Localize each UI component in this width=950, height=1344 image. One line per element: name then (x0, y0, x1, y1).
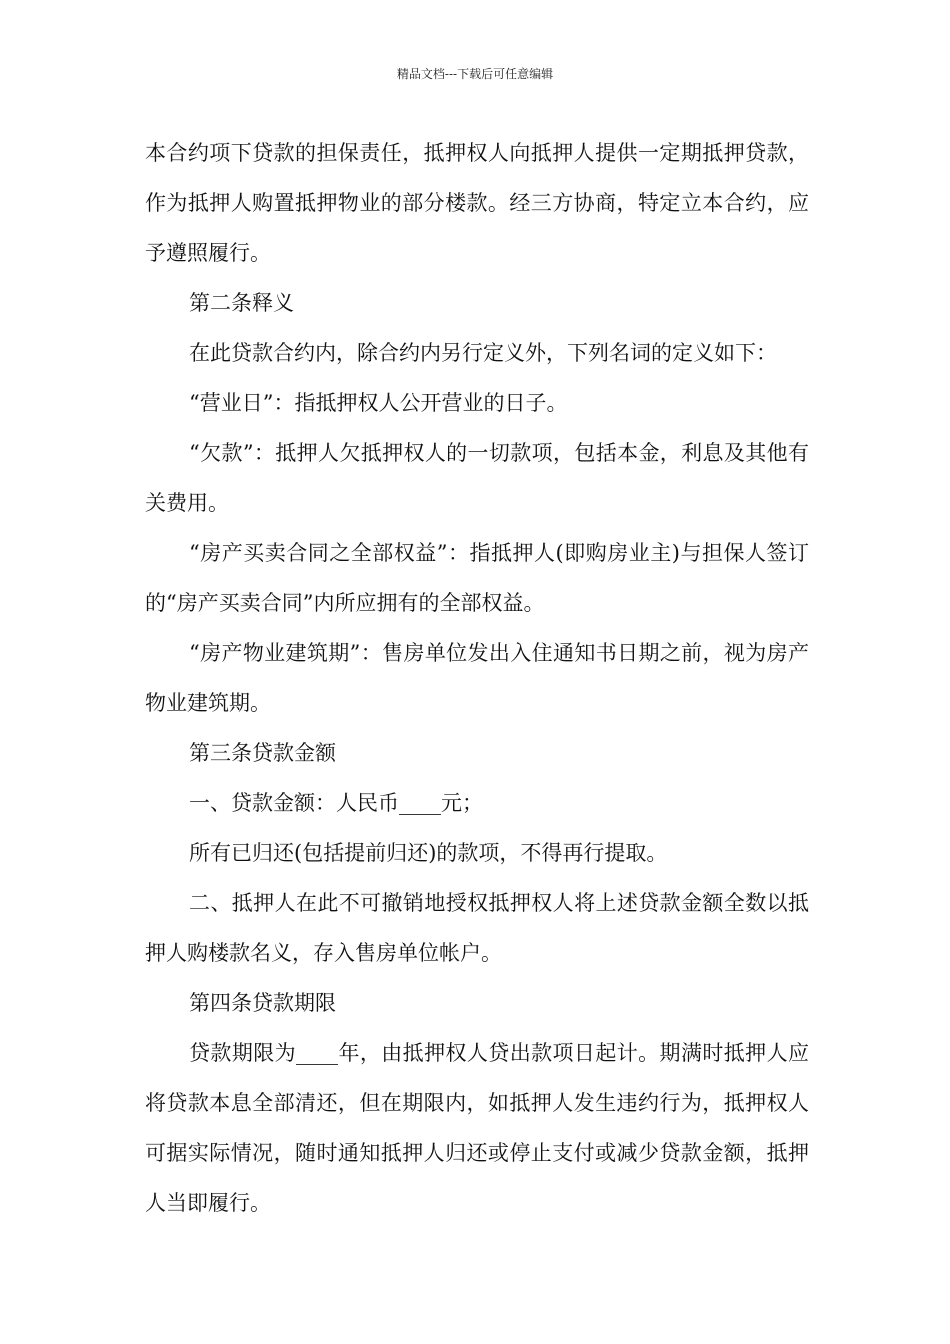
paragraph: 本合约项下贷款的担保责任，抵押权人向抵押人提供一定期抵押贷款，作为抵押人购置抵押物业的部分楼款。经三方协商，特定立本合约，应予遵照履行。 (145, 141, 809, 265)
document-body (145, 128, 809, 1228)
page-header: 精品文档---下载后可任意编辑 (396, 67, 554, 81)
section-heading-4: 第四条贷款期限 (189, 991, 336, 1015)
loan-term-paragraph: 贷款期限为____年，由抵押权人贷出款项日起计。期满时抵押人应将贷款本息全部清还，但在期限内，如抵押人发生违约行为，抵押权人可据实际情况，随时通知抵押人归还或停止支付或减少贷款金额，抵押人当即履行。 (145, 1041, 809, 1215)
definition-debt: “欠款”：抵押人欠抵押权人的一切款项，包括本金，利息及其他有关费用。 (145, 441, 809, 515)
definition-construction-period: “房产物业建筑期”：售房单位发出入住通知书日期之前，视为房产物业建筑期。 (145, 641, 809, 715)
paragraph: 二、抵押人在此不可撤销地授权抵押权人将上述贷款金额全数以抵押人购楼款名义，存入售房单位帐户。 (145, 891, 809, 965)
definition-contract-rights: “房产买卖合同之全部权益”：指抵押人(即购房业主)与担保人签订的“房产买卖合同”内所应拥有的全部权益。 (145, 541, 809, 615)
paragraph: 在此贷款合约内，除合约内另行定义外，下列名词的定义如下： (189, 341, 777, 365)
paragraph: 所有已归还(包括提前归还)的款项，不得再行提取。 (189, 841, 668, 865)
definition-business-day: “营业日”：指抵押权人公开营业的日子。 (189, 391, 568, 415)
loan-amount-line: 一、贷款金额：人民币____元； (189, 791, 483, 815)
section-heading-3: 第三条贷款金额 (189, 741, 336, 765)
section-heading-2: 第二条释义 (189, 291, 294, 315)
